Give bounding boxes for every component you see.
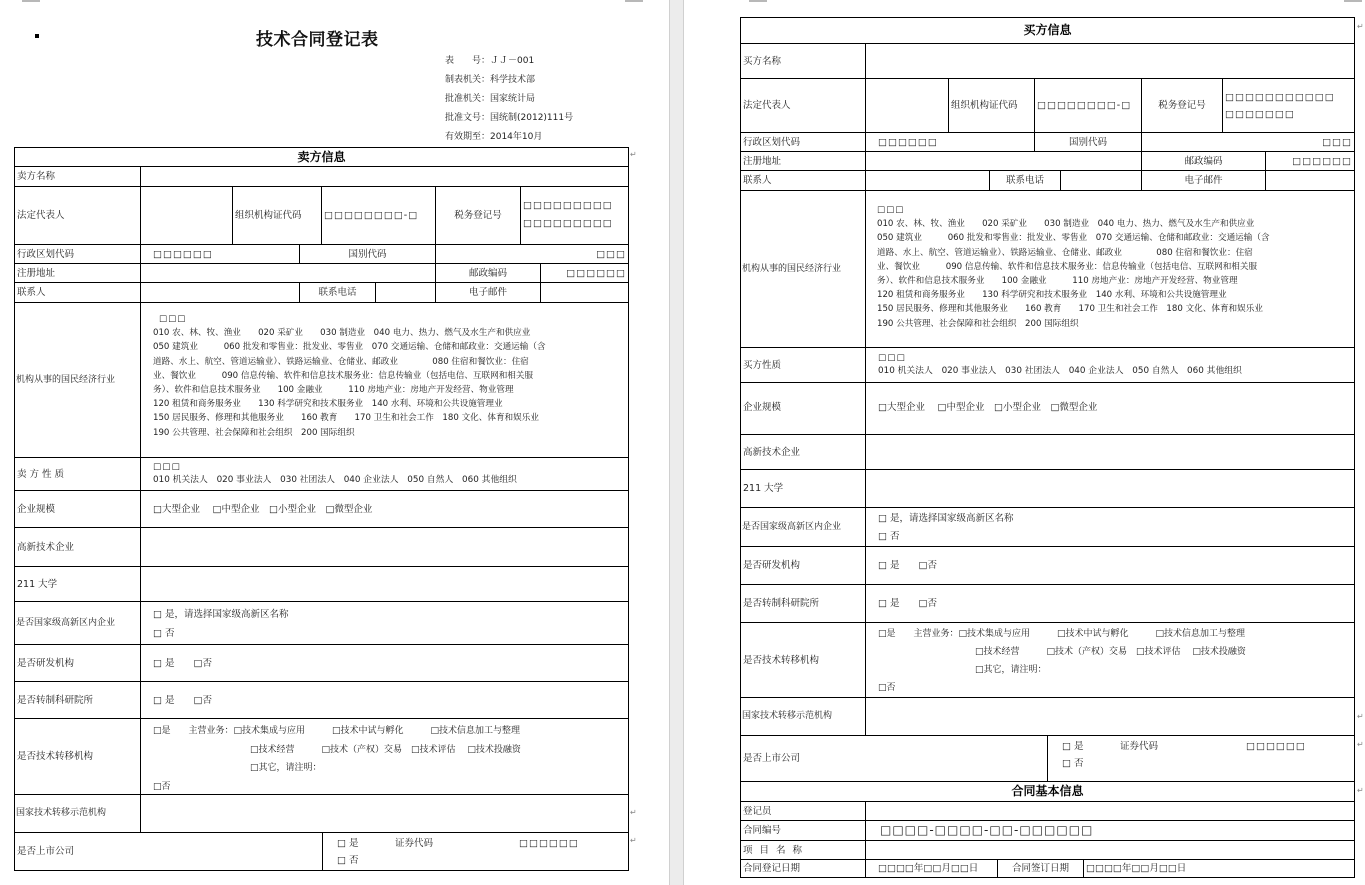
buyer-rd-label: 是否研发机构: [740, 546, 866, 585]
seller-industry-line: 务）、软件和信息技术服务业 100 金融业 110 房地产业：房地产开发经营、物业管理: [153, 385, 514, 396]
seller-transfer-line3[interactable]: □其它，请注明：: [250, 763, 322, 773]
seller-scale-label: 企业规模: [14, 490, 141, 528]
contract-section-header: 合同基本信息: [740, 781, 1355, 802]
buyer-tax-reg-line1: □□□□□□□□□□□: [1225, 92, 1335, 103]
buyer-industry-field[interactable]: [865, 190, 1355, 348]
seller-name-field[interactable]: [140, 166, 629, 187]
bullet-mark: [35, 34, 39, 38]
seller-country-code-label: 国别代码: [299, 244, 436, 264]
seller-tax-reg-field[interactable]: [520, 186, 629, 245]
seller-org-code-label: 组织机构证代码: [232, 186, 322, 245]
buyer-hightech-zone-no[interactable]: □ 否: [878, 531, 900, 542]
buyer-admin-code-label: 行政区划代码: [740, 132, 866, 152]
buyer-email-field[interactable]: [1265, 170, 1355, 191]
seller-transfer-line1[interactable]: □是 主营业务：□技术集成与应用 □技术中试与孵化 □技术信息加工与整理: [153, 726, 521, 736]
seller-converted-field[interactable]: □ 是 □否: [140, 681, 629, 719]
paragraph-mark: ↵: [630, 808, 637, 817]
seller-nature-label: 卖 方 性 质: [14, 457, 141, 491]
page-corner-mark: [1344, 0, 1362, 2]
seller-industry-field[interactable]: [140, 302, 629, 458]
buyer-transfer-no[interactable]: □否: [878, 683, 896, 693]
buyer-postal-label: 邮政编码: [1141, 151, 1266, 171]
buyer-demo-field[interactable]: [865, 697, 1355, 736]
buyer-industry-line: 道路、水上、航空、管道运输业）、铁路运输业、仓储业、邮政业 080 住宿和餐饮业：住宿: [877, 247, 1253, 258]
document-page-1: [0, 0, 669, 885]
buyer-industry-line: 务）、软件和信息技术服务业 100 金融业 110 房地产业：房地产开发经营、物业管理: [877, 276, 1238, 287]
seller-stock-code-label: 证券代码: [395, 838, 434, 849]
seller-stock-code-field[interactable]: □□□□□□: [519, 838, 579, 849]
seller-email-field[interactable]: [540, 282, 629, 303]
seller-tax-reg-line1: □□□□□□□□□: [523, 200, 613, 211]
buyer-industry-line: 150 居民服务、修理和其他服务业 160 教育 170 卫生和社会工作 180 文化、体育和娱乐业: [877, 304, 1263, 315]
seller-hightech-zone-label: 是否国家级高新区内企业: [14, 601, 141, 645]
buyer-email-label: 电子邮件: [1141, 170, 1266, 191]
sign-date-field[interactable]: □□□□年□□月□□日: [1083, 859, 1355, 878]
page-corner-mark: [22, 0, 40, 2]
buyer-tax-reg-label: 税务登记号: [1141, 78, 1223, 133]
seller-country-code-field[interactable]: □□□: [435, 244, 629, 264]
seller-contact-field[interactable]: [140, 282, 300, 303]
buyer-legal-rep-label: 法定代表人: [740, 78, 866, 133]
buyer-country-code-field[interactable]: □□□: [1141, 132, 1355, 152]
buyer-address-label: 注册地址: [740, 151, 866, 171]
paragraph-mark: ↵: [1357, 22, 1364, 31]
seller-211-field[interactable]: [140, 566, 629, 602]
seller-transfer-no[interactable]: □否: [153, 781, 171, 792]
seller-hightech-field[interactable]: [140, 527, 629, 567]
buyer-scale-label: 企业规模: [740, 382, 866, 435]
buyer-country-code-label: 国别代码: [1034, 132, 1142, 152]
seller-postal-label: 邮政编码: [435, 263, 541, 283]
seller-hightech-zone-yes[interactable]: □ 是，请选择国家级高新区名称: [153, 609, 289, 620]
buyer-211-label: 211 大学: [740, 469, 866, 508]
seller-industry-line: 010 农、林、牧、渔业 020 采矿业 030 制造业 040 电力、热力、燃气及水生产和供应业: [153, 328, 531, 339]
registrar-label: 登记员: [740, 801, 866, 821]
buyer-legal-rep-field[interactable]: [865, 78, 949, 133]
document-page-2: [684, 0, 1365, 885]
seller-hightech-zone-field[interactable]: [140, 601, 629, 645]
buyer-name-field[interactable]: [865, 43, 1355, 79]
buyer-contact-field[interactable]: [865, 170, 990, 191]
seller-legal-rep-field[interactable]: [140, 186, 233, 245]
buyer-industry-line: 120 租赁和商务服务业 130 科学研究和技术服务业 140 水利、环境和公共设施管理业: [877, 290, 1227, 301]
buyer-rd-field[interactable]: □ 是 □否: [865, 546, 1355, 585]
seller-rd-field[interactable]: □ 是 □否: [140, 644, 629, 682]
form-number: 表 号：ＪＪ－001: [445, 56, 535, 66]
seller-transfer-label: 是否技术转移机构: [14, 718, 141, 795]
seller-address-label: 注册地址: [14, 263, 141, 283]
buyer-org-code-label: 组织机构证代码: [948, 78, 1035, 133]
seller-industry-line: 050 建筑业 060 批发和零售业：批发业、零售业 070 交通运输、仓储和邮政业：交通运输（含: [153, 342, 546, 353]
seller-org-code-field[interactable]: □□□□□□□□-□: [321, 186, 436, 245]
seller-admin-code-field[interactable]: □□□□□□: [140, 244, 300, 264]
buyer-phone-label: 联系电话: [989, 170, 1061, 191]
buyer-address-field[interactable]: [865, 151, 1142, 171]
reg-date-label: 合同登记日期: [740, 859, 866, 878]
seller-industry-code: □□□: [159, 314, 187, 324]
seller-industry-line: 190 公共管理、社会保障和社会组织 200 国际组织: [153, 427, 355, 438]
paragraph-mark: ↵: [1357, 740, 1364, 749]
sign-date-label: 合同签订日期: [997, 859, 1084, 878]
project-name-field[interactable]: [865, 840, 1355, 860]
seller-industry-line: 150 居民服务、修理和其他服务业 160 教育 170 卫生和社会工作 180 文化、体育和娱乐业: [153, 413, 539, 424]
seller-demo-field[interactable]: [140, 794, 629, 833]
buyer-postal-field[interactable]: □□□□□□: [1265, 151, 1355, 171]
seller-nature-code: □□□: [153, 462, 181, 472]
seller-211-label: 211 大学: [14, 566, 141, 602]
buyer-nature-field[interactable]: [865, 347, 1355, 383]
buyer-tax-reg-field[interactable]: [1222, 78, 1355, 133]
buyer-contact-label: 联系人: [740, 170, 866, 191]
seller-phone-label: 联系电话: [299, 282, 376, 303]
form-approval-doc: 批准文号：国统制(2012)111号: [445, 113, 574, 123]
reg-date-field[interactable]: □□□□年□□月□□日: [865, 859, 998, 878]
buyer-stock-code-field[interactable]: □□□□□□: [1246, 741, 1306, 752]
seller-email-label: 电子邮件: [435, 282, 541, 303]
buyer-demo-label: 国家技术转移示范机构: [740, 697, 866, 736]
buyer-converted-label: 是否转制科研院所: [740, 584, 866, 623]
paragraph-mark: ↵: [1357, 712, 1364, 721]
seller-tax-reg-line2: □□□□□□□□□: [523, 218, 613, 229]
contract-no-label: 合同编号: [740, 820, 866, 841]
buyer-name-label: 买方名称: [740, 43, 866, 79]
form-issuer: 制表机关：科学技术部: [445, 75, 536, 85]
seller-tax-reg-label: 税务登记号: [435, 186, 521, 245]
buyer-hightech-zone-label: 是否国家级高新区内企业: [740, 507, 866, 547]
buyer-industry-line: 业、餐饮业 090 信息传输、软件和信息技术服务业：信息传输业（包括电信、互联网和相关服: [877, 261, 1258, 272]
seller-address-field[interactable]: [140, 263, 436, 283]
buyer-hightech-field[interactable]: [865, 434, 1355, 470]
buyer-211-field[interactable]: [865, 469, 1355, 508]
buyer-industry-code: □□□: [877, 205, 905, 215]
seller-hightech-zone-no[interactable]: □ 否: [153, 628, 175, 639]
buyer-nature-label: 买方性质: [740, 347, 866, 383]
buyer-phone-field[interactable]: [1060, 170, 1142, 191]
paragraph-mark: ↵: [630, 150, 637, 159]
page-corner-mark: [749, 0, 767, 2]
buyer-scale-field[interactable]: □大型企业 □中型企业 □小型企业 □微型企业: [865, 382, 1355, 435]
form-meta: [445, 52, 573, 147]
page-corner-mark: [625, 0, 643, 2]
seller-listed-yes[interactable]: □ 是: [337, 838, 359, 849]
seller-phone-field[interactable]: [375, 282, 436, 303]
seller-converted-label: 是否转制科研院所: [14, 681, 141, 719]
seller-demo-label: 国家技术转移示范机构: [14, 794, 141, 833]
seller-listed-no[interactable]: □ 否: [337, 855, 359, 866]
seller-admin-code-label: 行政区划代码: [14, 244, 141, 264]
seller-listed-field[interactable]: [322, 832, 629, 871]
seller-transfer-line2[interactable]: □技术经营 □技术（产权）交易 □技术评估 □技术投融资: [250, 744, 521, 755]
buyer-admin-code-field[interactable]: □□□□□□: [865, 132, 1035, 152]
project-name-label: 项 目 名 称: [740, 840, 866, 860]
paragraph-mark: ↵: [630, 836, 637, 845]
buyer-transfer-line1[interactable]: □是 主营业务：□技术集成与应用 □技术中试与孵化 □技术信息加工与整理: [878, 629, 1246, 639]
buyer-hightech-zone-field[interactable]: [865, 507, 1355, 547]
registrar-field[interactable]: [865, 801, 1355, 821]
seller-industry-line: 业、餐饮业 090 信息传输、软件和信息技术服务业：信息传输业（包括电信、互联网和相关服: [153, 370, 534, 381]
paragraph-mark: ↵: [1357, 786, 1364, 795]
buyer-listed-no[interactable]: □ 否: [1062, 758, 1084, 769]
buyer-listed-yes[interactable]: □ 是: [1062, 741, 1084, 752]
document-title: 技术合同登记表: [256, 30, 379, 50]
seller-name-label: 卖方名称: [14, 166, 141, 187]
buyer-industry-line: 050 建筑业 060 批发和零售业：批发业、零售业 070 交通运输、仓储和邮政业：交通运输（含: [877, 233, 1270, 244]
buyer-transfer-field[interactable]: [865, 622, 1355, 698]
buyer-transfer-line2[interactable]: □技术经营 □技术（产权）交易 □技术评估 □技术投融资: [975, 647, 1246, 657]
seller-nature-options: 010 机关法人 020 事业法人 030 社团法人 040 企业法人 050 自然人 060 其他组织: [153, 475, 517, 485]
page-gutter: [669, 0, 684, 885]
seller-legal-rep-label: 法定代表人: [14, 186, 141, 245]
buyer-stock-code-label: 证券代码: [1120, 741, 1159, 752]
buyer-industry-line: 190 公共管理、社会保障和社会组织 200 国际组织: [877, 318, 1079, 329]
seller-hightech-label: 高新技术企业: [14, 527, 141, 567]
seller-section-header: 卖方信息: [14, 147, 629, 167]
buyer-hightech-label: 高新技术企业: [740, 434, 866, 470]
seller-industry-line: 120 租赁和商务服务业 130 科学研究和技术服务业 140 水利、环境和公共设施管理业: [153, 399, 503, 410]
buyer-transfer-label: 是否技术转移机构: [740, 622, 866, 698]
buyer-hightech-zone-yes[interactable]: □ 是，请选择国家级高新区名称: [878, 513, 1014, 524]
buyer-section-header: 买方信息: [740, 17, 1355, 44]
buyer-listed-field[interactable]: [1047, 735, 1355, 782]
form-approver: 批准机关：国家统计局: [445, 94, 536, 104]
buyer-nature-code: □□□: [878, 353, 906, 363]
buyer-tax-reg-line2: □□□□□□□: [1225, 109, 1295, 120]
form-valid-until: 有效期至：2014年10月: [445, 132, 543, 142]
buyer-org-code-field[interactable]: □□□□□□□□-□: [1034, 78, 1142, 133]
seller-postal-field[interactable]: □□□□□□: [540, 263, 629, 283]
seller-industry-label: 机构从事的国民经济行业: [14, 302, 141, 458]
seller-listed-label: 是否上市公司: [14, 832, 323, 871]
seller-rd-label: 是否研发机构: [14, 644, 141, 682]
buyer-transfer-line3[interactable]: □其它，请注明：: [975, 665, 1047, 675]
seller-scale-field[interactable]: □大型企业 □中型企业 □小型企业 □微型企业: [140, 490, 629, 528]
buyer-industry-label: 机构从事的国民经济行业: [740, 190, 866, 348]
buyer-nature-options: 010 机关法人 020 事业法人 030 社团法人 040 企业法人 050 自然人 060 其他组织: [878, 366, 1242, 376]
buyer-listed-label: 是否上市公司: [740, 735, 1048, 782]
contract-no-field[interactable]: □□□□-□□□□-□□-□□□□□□: [865, 820, 1355, 841]
seller-nature-field[interactable]: [140, 457, 629, 491]
buyer-converted-field[interactable]: □ 是 □否: [865, 584, 1355, 623]
buyer-industry-line: 010 农、林、牧、渔业 020 采矿业 030 制造业 040 电力、热力、燃气及水生产和供应业: [877, 219, 1255, 230]
seller-transfer-field[interactable]: [140, 718, 629, 795]
seller-contact-label: 联系人: [14, 282, 141, 303]
seller-industry-line: 道路、水上、航空、管道运输业）、铁路运输业、仓储业、邮政业 080 住宿和餐饮业：住宿: [153, 356, 529, 367]
